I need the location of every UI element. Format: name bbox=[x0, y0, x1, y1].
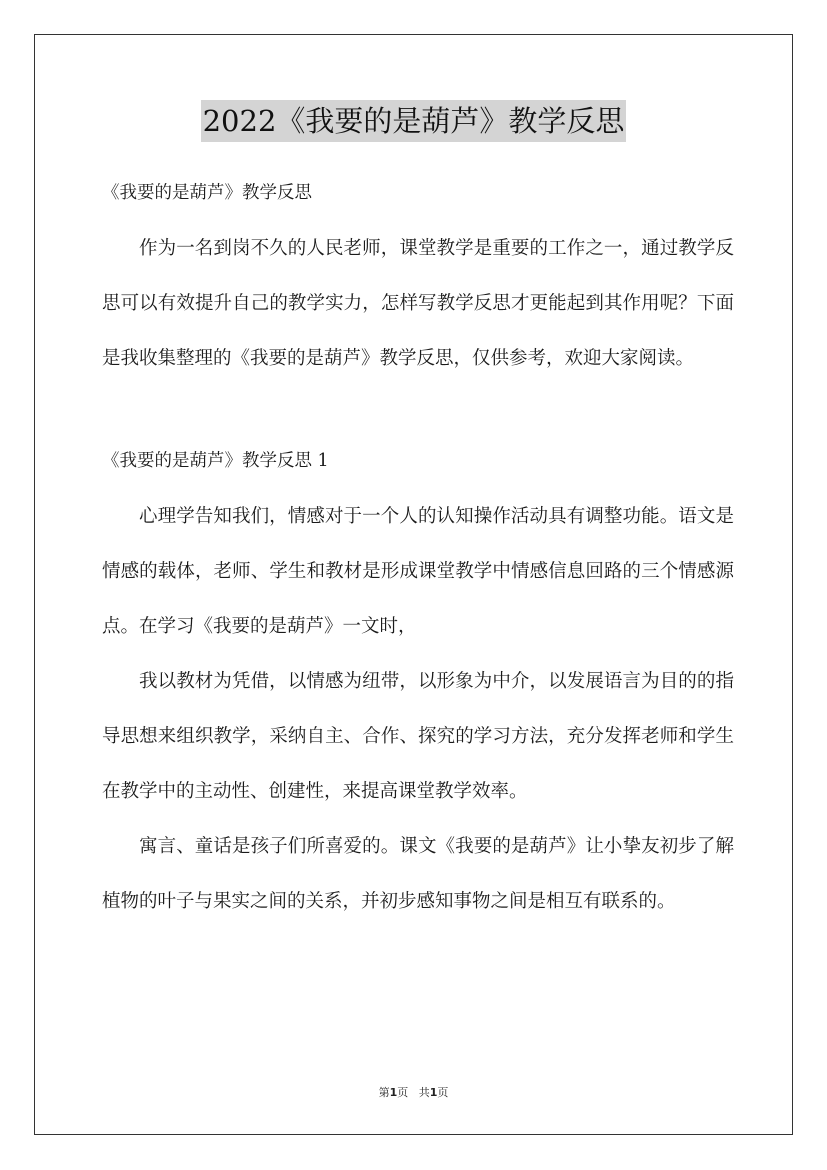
spacer bbox=[102, 212, 734, 221]
total-prefix: 共 bbox=[418, 1086, 430, 1099]
title-container bbox=[0, 100, 827, 142]
section1-paragraph-1: 心理学告知我们，情感对于一个人的认知操作活动具有调整功能。语文是情感的载体，老师、学生和教材是形成课堂教学中情感信息回路的三个情感源点。在学习《我要的是葫芦》一文时， bbox=[102, 506, 734, 637]
total-suffix: 页 bbox=[437, 1086, 449, 1099]
spacer bbox=[102, 386, 734, 442]
intro-heading: 《我要的是葫芦》教学反思 bbox=[102, 183, 312, 203]
spacer bbox=[102, 480, 734, 489]
section1-paragraph-2: 我以教材为凭借，以情感为纽带，以形象为中介，以发展语言为目的的指导思想来组织教学，采纳自主、合作、探究的学习方法，充分发挥老师和学生在教学中的主动性、创建性，来提高课堂教学效率。 bbox=[102, 671, 734, 802]
page-suffix: 页 bbox=[397, 1086, 409, 1099]
page-number: 1 bbox=[389, 1086, 398, 1099]
page-footer bbox=[0, 1084, 827, 1100]
document-body bbox=[102, 174, 734, 929]
intro-paragraph: 作为一名到岗不久的人民老师，课堂教学是重要的工作之一，通过教学反思可以有效提升自己的教学实力，怎样写教学反思才更能起到其作用呢？下面是我收集整理的《我要的是葫芦》教学反思，仅供参考，欢迎大家阅读。 bbox=[102, 238, 734, 369]
page-prefix: 第 bbox=[378, 1086, 390, 1099]
section1-paragraph-3: 寓言、童话是孩子们所喜爱的。课文《我要的是葫芦》让小挚友初步了解植物的叶子与果实之间的关系，并初步感知事物之间是相互有联系的。 bbox=[102, 836, 734, 912]
total-pages: 1 bbox=[429, 1086, 438, 1099]
section1-heading: 《我要的是葫芦》教学反思 1 bbox=[102, 451, 329, 471]
document-title: 2022《我要的是葫芦》教学反思 bbox=[201, 100, 627, 142]
